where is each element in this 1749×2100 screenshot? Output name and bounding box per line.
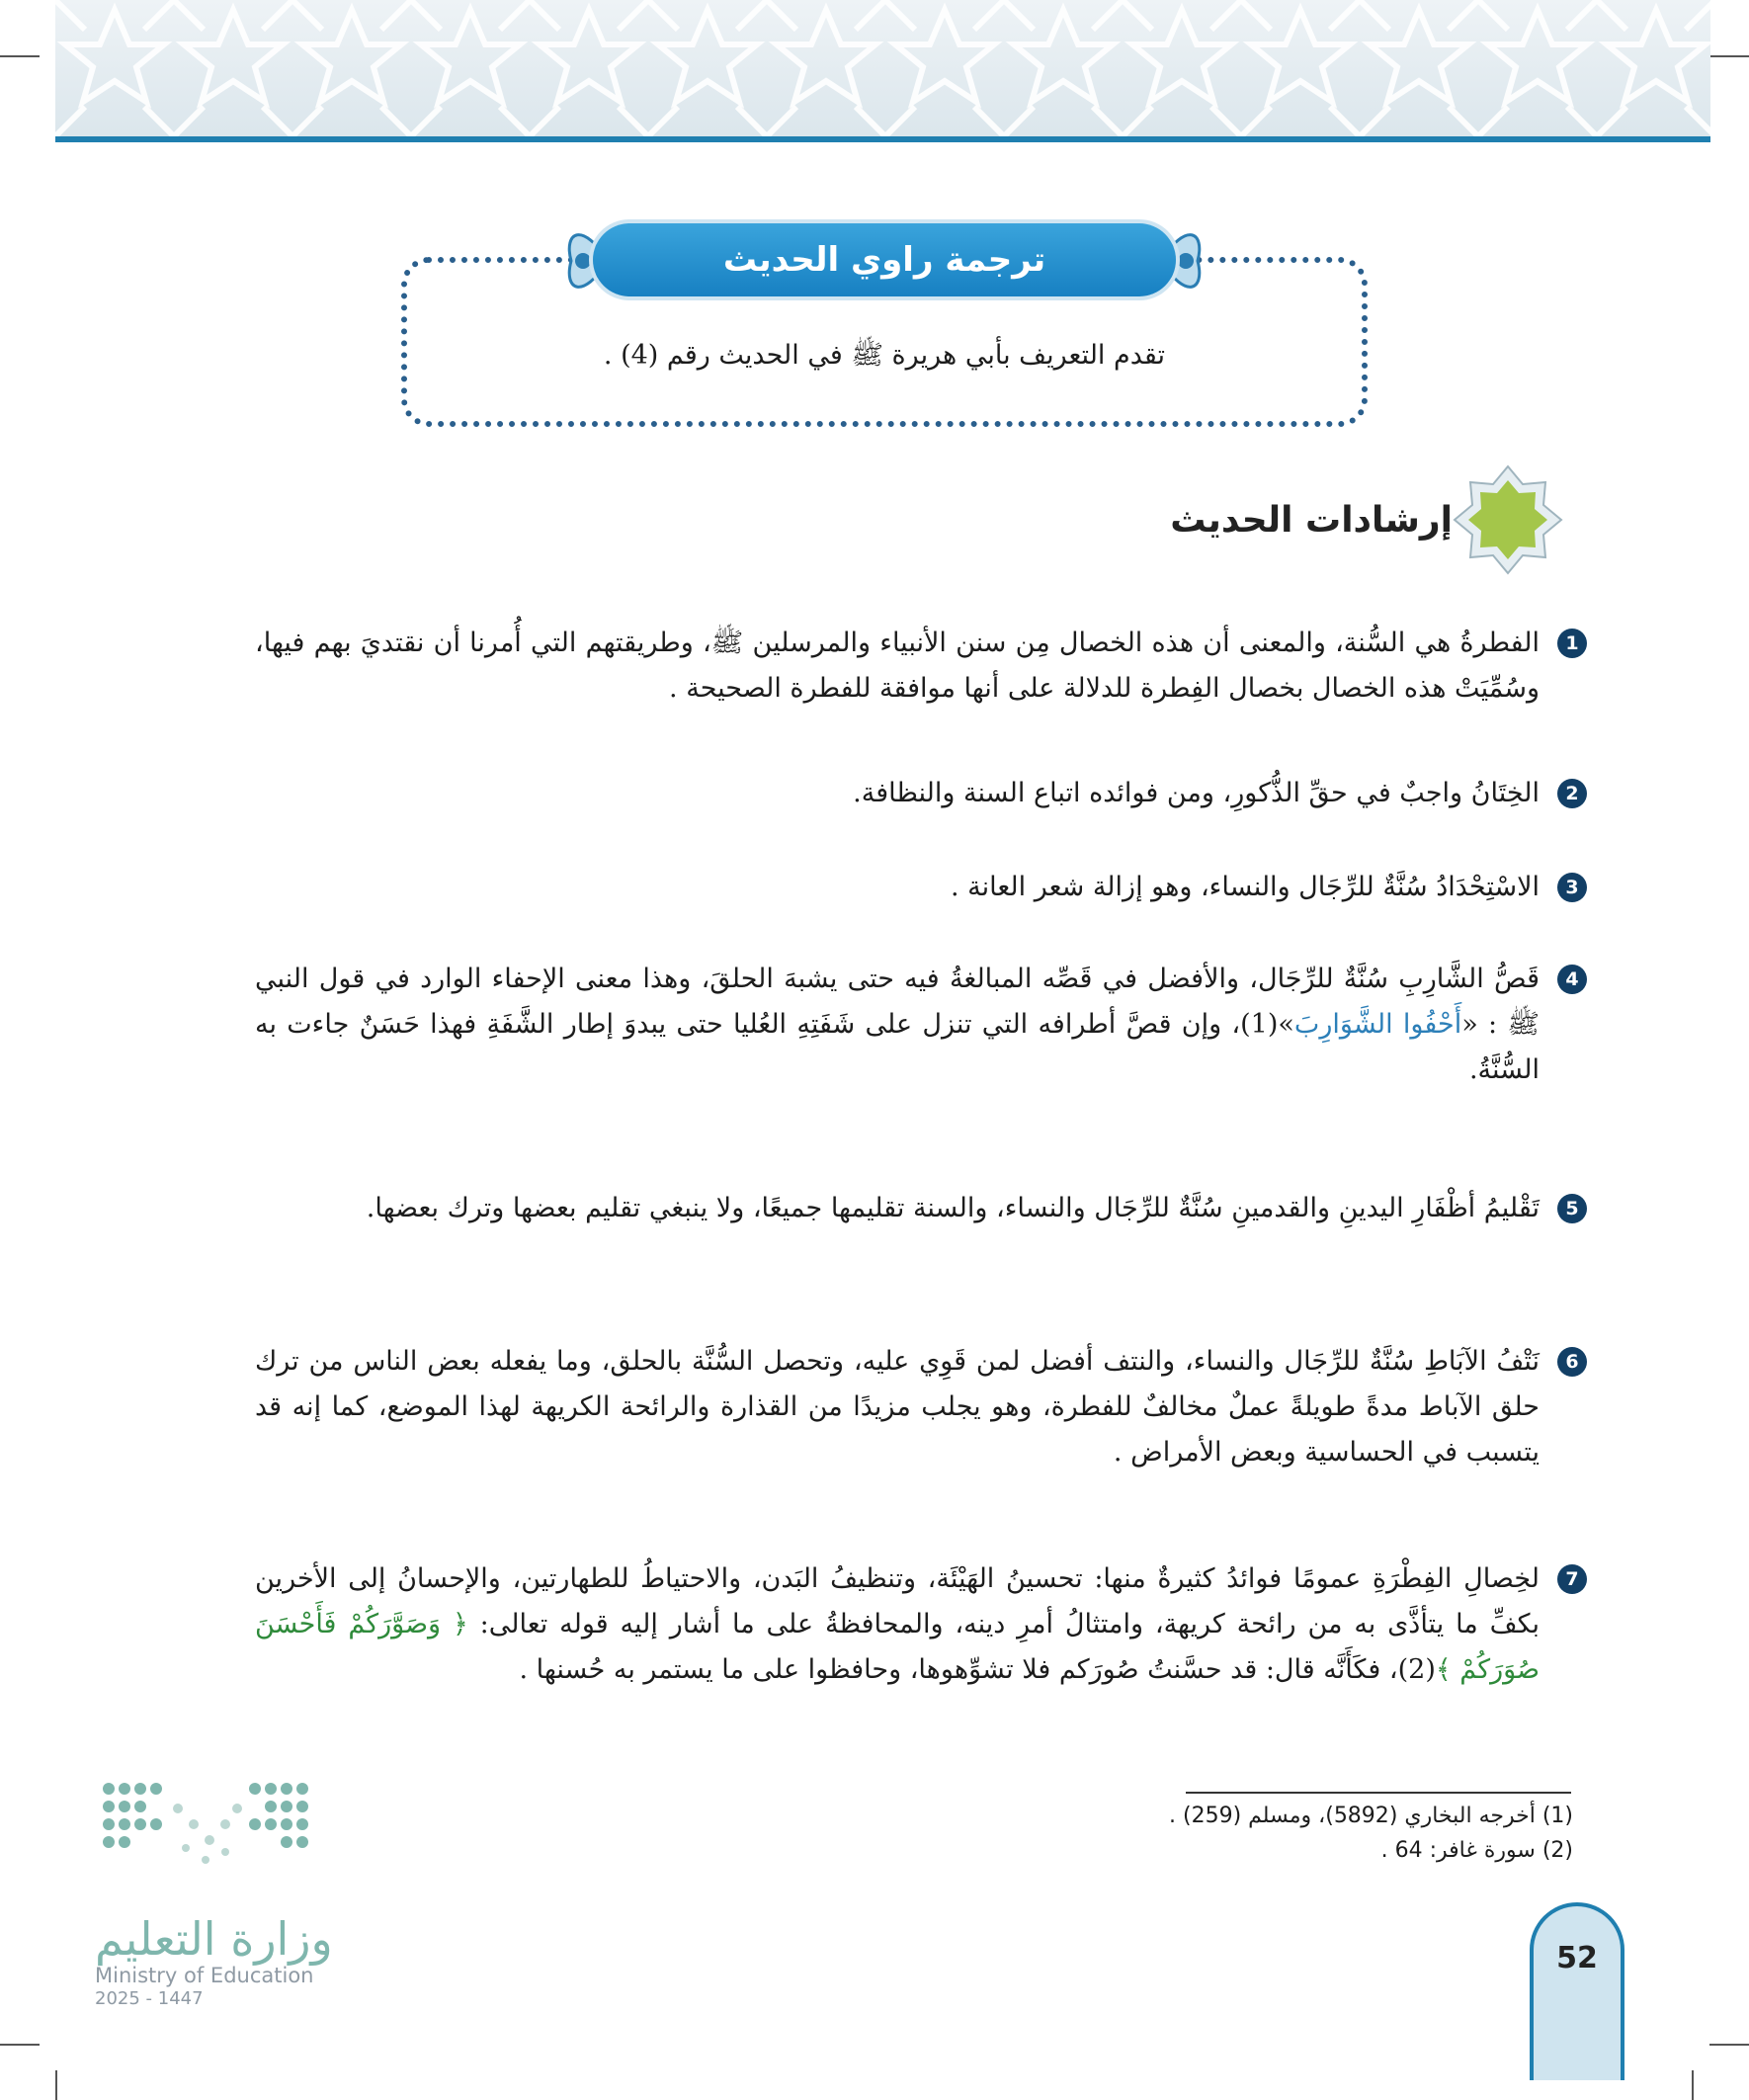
point-text: (2)، فكَأَنَّه قال: قد حسَّنتُ صُورَكم فلا تشوِّهوها، وحافظوا على ما يستمر به حُسنها . [519, 1654, 1436, 1685]
guidance-point-4 [255, 957, 1579, 1093]
narrator-box-title: ترجمة راوي الحديث [593, 223, 1176, 296]
page-number: 52 [1556, 1941, 1598, 1975]
point-number-badge: 7 [1557, 1564, 1587, 1594]
narrator-box-text: تقدم التعريف بأبي هريرة ﷺ في الحديث رقم (4) . [603, 340, 1166, 371]
point-text: قَصُّ الشَّارِبِ سُنَّةٌ للرِّجَال، والأفضل في قَصِّه المبالغةُ فيه حتى يشبهَ الحلقَ، وهذا معنى الإحفاء الوارد في قول النبي ﷺ : « [255, 964, 1540, 1040]
ministry-year: 2025 - 1447 [95, 1988, 204, 2009]
point-number-badge: 4 [1557, 965, 1587, 994]
crop-mark [1709, 2044, 1749, 2046]
star-badge-icon [1453, 464, 1563, 575]
guidance-point-3 [255, 865, 1579, 910]
crop-mark [0, 2044, 40, 2046]
crop-mark [0, 55, 40, 57]
point-number-badge: 2 [1557, 779, 1587, 808]
footnote-rule [1186, 1792, 1571, 1794]
point-text: نَتْفُ الآبَاطِ سُنَّةٌ للرِّجَال والنساء، والنتف أفضل لمن قَوِي عليه، وتحصل السُّنَّة بالحلق، وما يفعله بعض الناس من ترك حلق الآباط مدةً طويلةً عملٌ مخالفٌ للفطرة، وهو يجلب مزيدًا من القذارة والرائحة الكريهة لهذا الموضع، كما إنه قد يتسبب في الحساسية وبعض الأمراض . [255, 1346, 1540, 1468]
quran-verse: ﴿ وَصَوَّرَكُمْ فَأَحْسَنَ صُوَرَكُمْ ﴾ [255, 1609, 1540, 1685]
header-rule [55, 136, 1710, 142]
hadith-quote: أَحْفُوا الشَّوَارِبَ [1293, 1009, 1462, 1040]
header-pattern-band [55, 0, 1710, 136]
guidance-point-2 [255, 771, 1579, 816]
geometric-pattern [55, 0, 1710, 136]
guidance-point-1 [255, 621, 1579, 712]
footnote-1: (1) أخرجه البخاري (5892)، ومسلم (259) . [1169, 1804, 1573, 1828]
guidance-point-6 [255, 1339, 1579, 1475]
ministry-name-arabic: وزارة التعليم [95, 1912, 333, 1966]
point-text: الاسْتِحْدَادُ سُنَّةٌ للرِّجَال والنساء، وهو إزالة شعر العانة . [950, 872, 1540, 902]
point-text: تَقْليمُ أظْفَارِ اليدينِ والقدمينِ سُنَّةٌ للرِّجَال والنساء، والسنة تقليمها جميعًا، ولا ينبغي تقليم بعضها وترك بعضها. [366, 1193, 1540, 1223]
point-number-badge: 6 [1557, 1347, 1587, 1377]
footnote-2: (2) سورة غافر: 64 . [1380, 1838, 1573, 1863]
point-number-badge: 1 [1557, 629, 1587, 658]
crop-mark [1709, 55, 1749, 57]
ministry-logo-icon [99, 1779, 312, 1897]
point-number-badge: 5 [1557, 1194, 1587, 1223]
guidance-point-5 [255, 1186, 1579, 1231]
crop-mark [1692, 2070, 1694, 2100]
crop-mark [55, 2070, 57, 2100]
page-number-tab [1530, 1902, 1624, 2080]
point-text: الخِتَانُ واجبٌ في حقِّ الذُّكورِ، ومن فوائده اتباع السنة والنظافة. [853, 778, 1540, 808]
point-text: الفطرةُ هي السُّنة، والمعنى أن هذه الخصال مِن سنن الأنبياء والمرسلين ﷺ، وطريقتهم التي أُمرنا أن نقتديَ بهم فيها، وسُمِّيَتْ هذه الخصال بخصال الفِطرة للدلالة على أنها موافقة للفطرة الصحيحة . [255, 628, 1540, 704]
guidance-point-7 [255, 1556, 1579, 1693]
point-number-badge: 3 [1557, 873, 1587, 902]
ministry-name-english: Ministry of Education [95, 1964, 314, 1987]
point-text: »(1)، وإن قصَّ أطرافه التي تنزل على شَفَتِهِ العُليا حتى يبدوَ إطار الشَّفَةِ فهذا حَسَنٌ جاءت به السُّنَّةُ. [255, 1009, 1540, 1085]
point-text: لخِصالِ الفِطْرَةِ عمومًا فوائدُ كثيرةٌ منها: تحسينُ الهَيْئَة، وتنظيفُ البَدن، والاحتياطُ للطهارتين، والإحسانُ إلى الأخرين بكفِّ ما يتأذَّى به من رائحة كريهة، وامتثالُ أمرِ دينه، والمحافظةُ على ما أشار إليه قوله تعالى: [255, 1563, 1541, 1639]
section-title: إرشادات الحديث [1170, 500, 1453, 541]
